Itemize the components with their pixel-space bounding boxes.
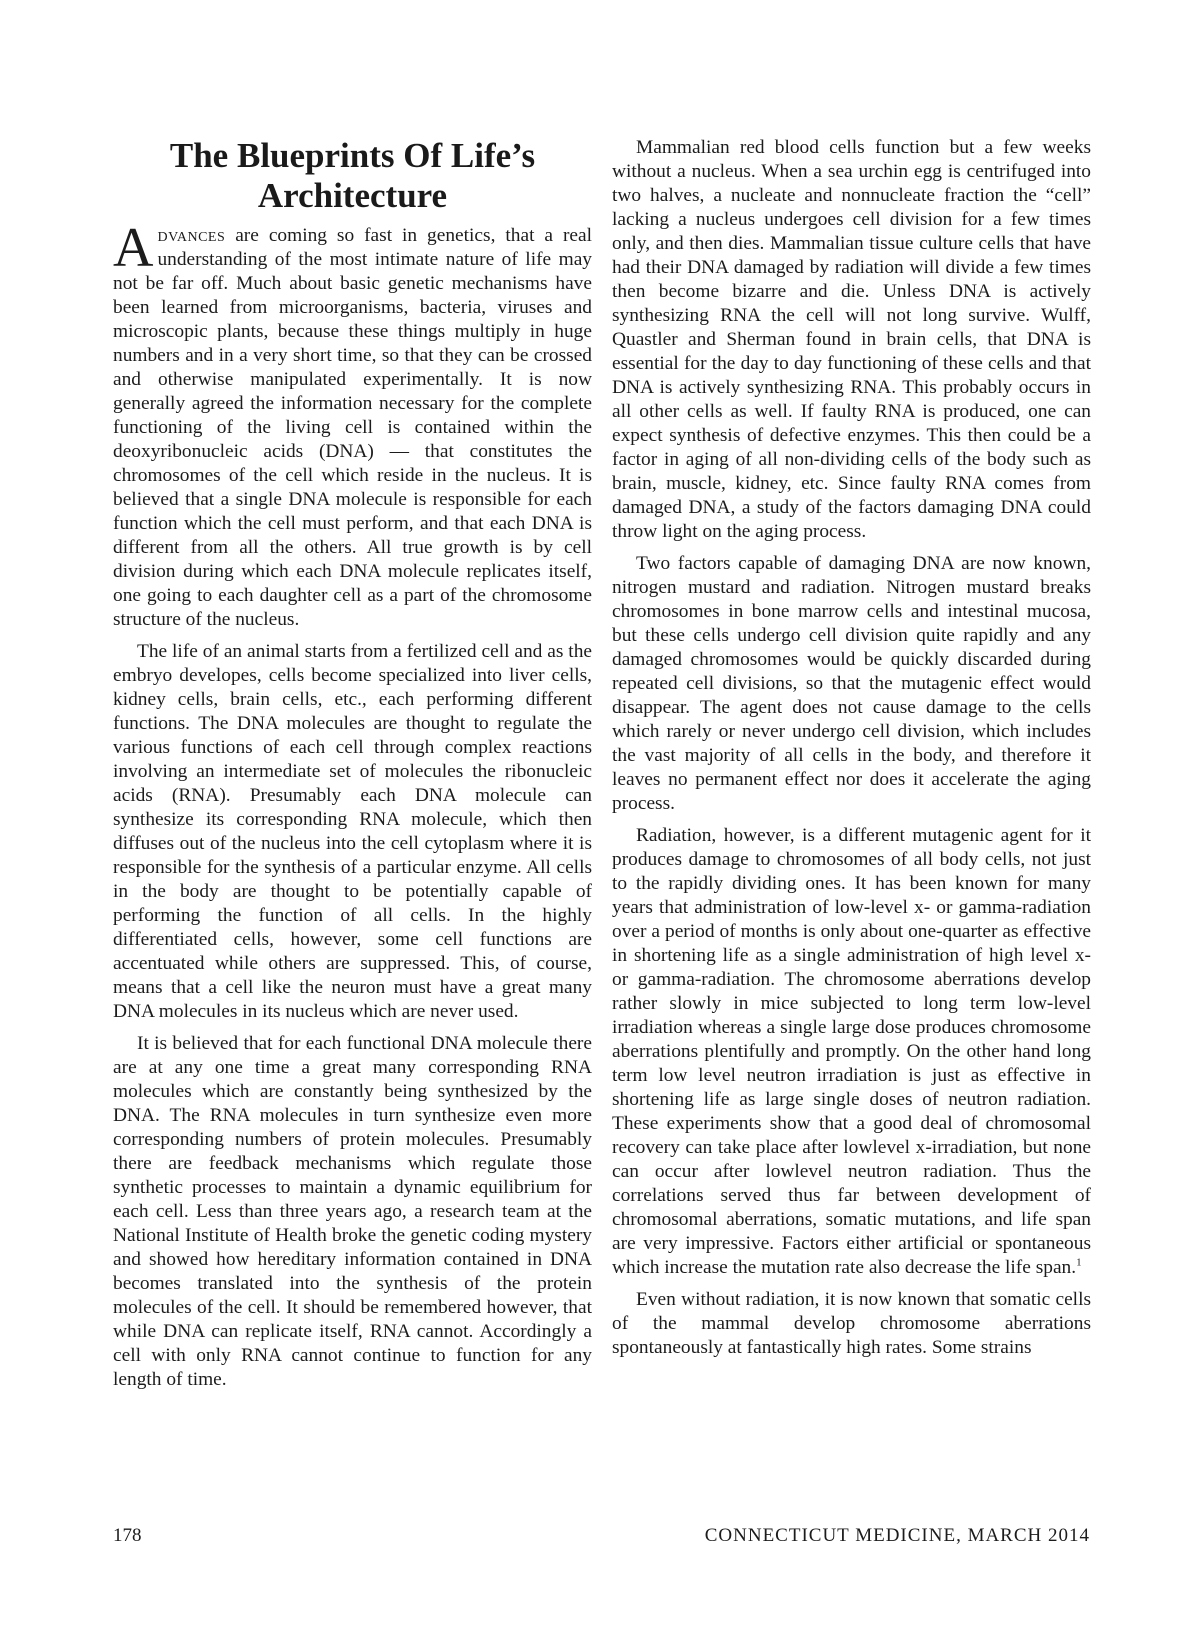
footnote-marker: 1 bbox=[1076, 1256, 1082, 1269]
paragraph-5: Two factors capable of damaging DNA are now known, nitrogen mustard and radiation. Nitrogen mustard breaks chromosomes in bone marrow cells and intestinal mucosa, but these cells undergo cell division quite rapidly and any damaged chromosomes would be quickly discarded during repeated cell divisions, so that the mutagenic effect would disappear. The agent does not cause damage to the cells which rarely or never undergo cell division, which includes the vast majority of all cells in the body, and therefore it leaves no permanent effect nor does it accelerate the aging process. bbox=[612, 553, 1091, 814]
right-column bbox=[612, 136, 1091, 1368]
left-column bbox=[113, 132, 592, 1400]
page-number: 178 bbox=[113, 1525, 142, 1546]
journal-footer: CONNECTICUT MEDICINE, MARCH 2014 bbox=[704, 1525, 1090, 1546]
paragraph-6 bbox=[612, 824, 1091, 1280]
lead-small-caps: dvances bbox=[157, 225, 226, 246]
paragraph-4: Mammalian red blood cells function but a few weeks without a nucleus. When a sea urchin egg is centrifuged into two halves, a nucleate and nonnucleate fraction the “cell” lacking a nucleus undergoes cell division for a few times only, and then dies. Mammalian tissue culture cells that have had their DNA damaged by radiation will divide a few times then become bizarre and die. Unless DNA is actively synthesizing RNA the cell will not long survive. Wulff, Quastler and Sherman found in brain cells, that DNA is essential for the day to day functioning of these cells and that DNA is actively synthesizing RNA. This probably occurs in all other cells as well. If faulty RNA is produced, one can expect synthesis of defective enzymes. This then could be a factor in aging of all non-dividing cells of the body such as brain, muscle, kidney, etc. Since faulty RNA comes from damaged DNA, a study of the factors damaging DNA could throw light on the aging process. bbox=[612, 137, 1091, 542]
paragraph-1-text: are coming so fast in genetics, that a real understanding of the most intimate nature of life may not be far off. Much about basic genetic mechanisms have been learned from microorganisms, bacteria, viruses and microscopic plants, because these things multiply in huge numbers and in a very short time, so that they can be crossed and otherwise manipulated experimentally. It is now generally agreed the information necessary for the complete functioning of the living cell is contained within the deoxyribonucleic acids (DNA) — that constitutes the chromosomes of the cell which reside in the nucleus. It is believed that a single DNA molecule is responsible for each function which the cell must perform, and that each DNA is different from all the others. All true growth is by cell division during which each DNA molecule replicates itself, one going to each daughter cell as a part of the chromosome structure of the nucleus. bbox=[113, 225, 592, 630]
paragraph-2: The life of an animal starts from a fertilized cell and as the embryo developes, cells become specialized into liver cells, kidney cells, brain cells, etc., each performing different functions. The DNA molecules are thought to regulate the various functions of each cell through complex reactions involving an intermediate set of molecules the ribonucleic acids (RNA). Presumably each DNA molecule can synthesize its corresponding RNA molecule, which then diffuses out of the nucleus into the cell cytoplasm where it is responsible for the synthesis of a particular enzyme. All cells in the body are thought to be potentially capable of performing the function of all cells. In the highly differentiated cells, however, some cell functions are accentuated while others are suppressed. This, of course, means that a cell like the neuron must have a great many DNA molecules in its nucleus which are never used. bbox=[113, 641, 592, 1022]
paragraph-3: It is believed that for each functional DNA molecule there are at any one time a great many corresponding RNA molecules which are constantly being synthesized by the DNA. The RNA molecules in turn synthesize even more corresponding numbers of protein molecules. Presumably there are feedback mechanisms which regulate those synthetic processes to maintain a dynamic equilibrium for each cell. Less than three years ago, a research team at the National Institute of Health broke the genetic coding mystery and showed how hereditary information contained in DNA becomes translated into the synthesis of the protein molecules of the cell. It should be remembered however, that while DNA can replicate itself, RNA cannot. Accordingly a cell with only RNA cannot continue to function for any length of time. bbox=[113, 1033, 592, 1390]
article-title-line-1: The Blueprints Of Life’s bbox=[169, 136, 536, 175]
paragraph-7: Even without radiation, it is now known that somatic cells of the mammal develop chromosome aberrations spontaneously at fantastically high rates. Some strains bbox=[612, 1289, 1091, 1358]
article-title bbox=[113, 136, 592, 216]
drop-cap: A bbox=[113, 217, 154, 279]
article-title-line-2: Architecture bbox=[257, 176, 448, 215]
paragraph-6-text: Radiation, however, is a different mutagenic agent for it produces damage to chromosomes of all body cells, not just to the rapidly dividing ones. It has been known for many years that administration of low-level x- or gamma-radiation over a period of months is only about one-quarter as effective in shortening life as a single administration of high level x- or gamma-radiation. The chromosome aberrations develop rather slowly in mice subjected to long term low-level irradiation whereas a single large dose produces chromosome aberrations plentifully and promptly. On the other hand long term low level neutron irradiation is just as effective in shortening life as large single doses of neutron radiation. These experiments show that a good deal of chromosomal recovery can take place after lowlevel x-irradiation, but none can occur after lowlevel neutron radiation. Thus the correlations served thus far between development of chromosomal aberrations, somatic mutations, and life span are very impressive. Factors either artificial or spontaneous which increase the mutation rate also decrease the life span. bbox=[612, 825, 1091, 1278]
paragraph-1 bbox=[113, 217, 592, 632]
